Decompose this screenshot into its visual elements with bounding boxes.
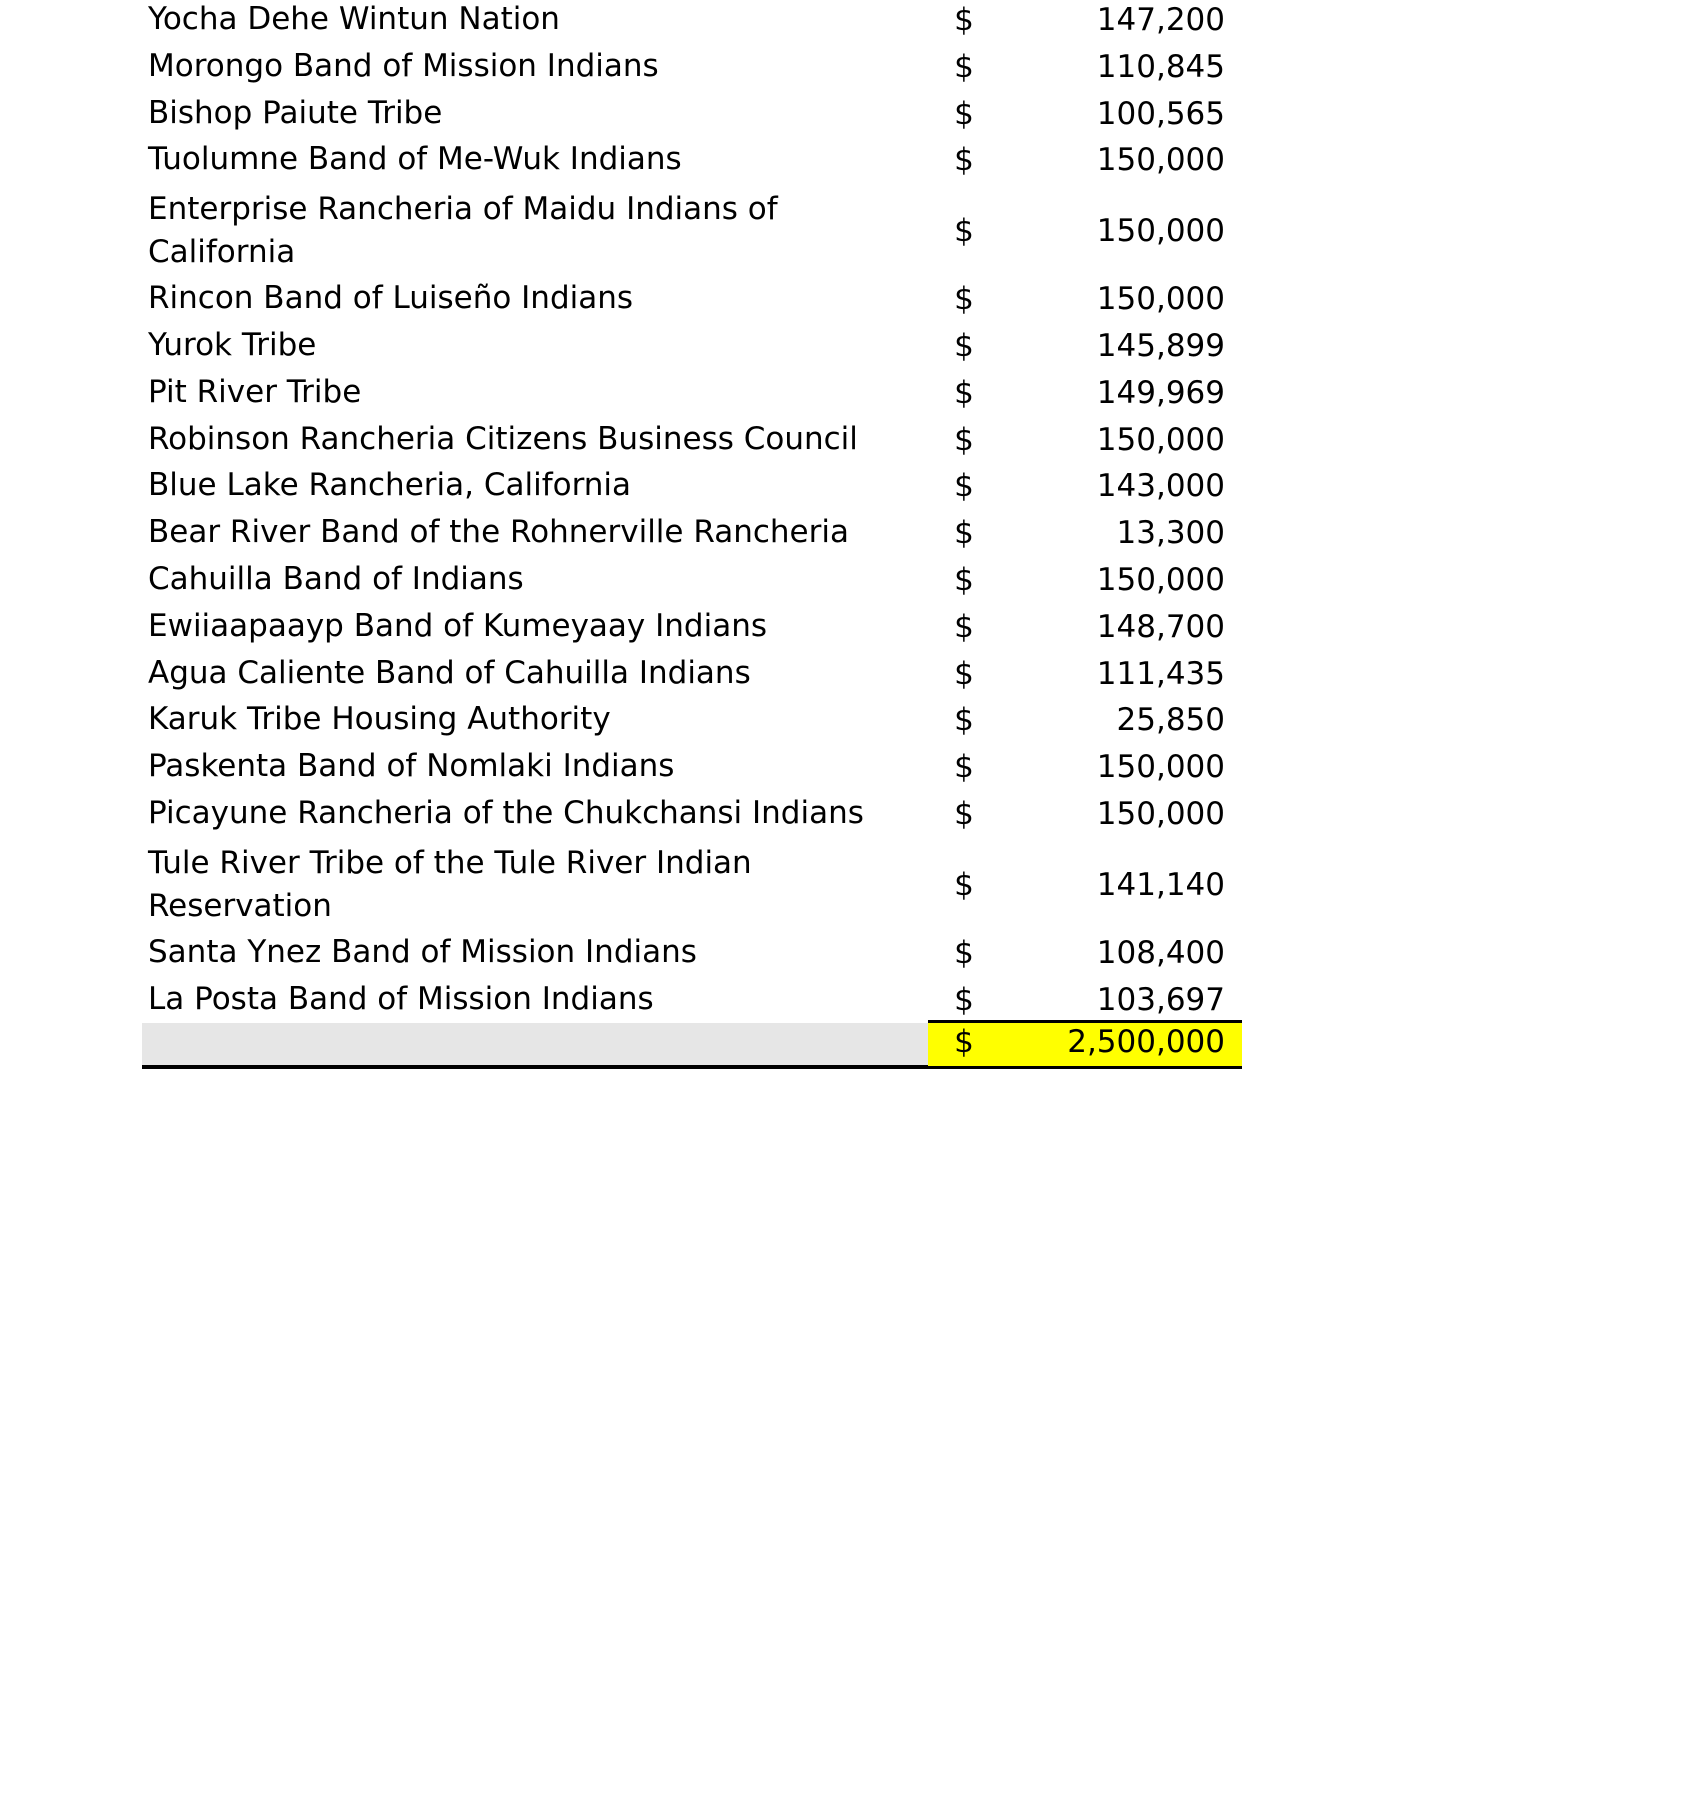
amount: 111,435 — [1096, 655, 1225, 692]
amount: 110,845 — [1096, 48, 1225, 85]
tribe-name: Robinson Rancheria Citizens Business Council — [148, 420, 858, 457]
tribe-name: Tuolumne Band of Me-Wuk Indians — [148, 141, 682, 178]
table-row — [142, 0, 1242, 44]
currency-symbol: $ — [954, 142, 974, 179]
amount: 149,969 — [1096, 374, 1225, 411]
amount: 150,000 — [1096, 561, 1225, 598]
table-row — [142, 604, 1242, 651]
currency-symbol: $ — [954, 515, 974, 552]
amount: 103,697 — [1096, 981, 1225, 1018]
tribe-name: Rincon Band of Luiseño Indians — [148, 280, 634, 317]
currency-symbol: $ — [954, 655, 974, 692]
table-row — [142, 744, 1242, 791]
currency-symbol: $ — [954, 213, 974, 250]
tribe-name: Picayune Rancheria of the Chukchansi Indians — [148, 794, 864, 831]
tribe-name: Paskenta Band of Nomlaki Indians — [148, 748, 675, 785]
amount: 108,400 — [1096, 934, 1225, 971]
tribe-name: Pit River Tribe — [148, 373, 362, 410]
tribe-name: La Posta Band of Mission Indians — [148, 980, 654, 1017]
amount: 13,300 — [1116, 515, 1225, 552]
tribe-name: Yurok Tribe — [148, 326, 317, 363]
tribe-name: Santa Ynez Band of Mission Indians — [148, 933, 697, 970]
total-row — [142, 1023, 1242, 1069]
tribe-name: Bear River Band of the Rohnerville Rancheria — [148, 514, 849, 551]
table-row — [142, 930, 1242, 977]
currency-symbol: $ — [954, 608, 974, 645]
tribe-name: Yocha Dehe Wintun Nation — [148, 1, 560, 37]
table-row — [142, 91, 1242, 138]
tribe-name: Blue Lake Rancheria, California — [148, 467, 632, 504]
tribe-name: Ewiiaapaayp Band of Kumeyaay Indians — [148, 607, 768, 644]
table-row — [142, 44, 1242, 91]
amount: 141,140 — [1096, 866, 1225, 903]
amount: 148,700 — [1096, 608, 1225, 645]
tribe-name: Morongo Band of Mission Indians — [148, 47, 659, 84]
amount: 100,565 — [1096, 95, 1225, 132]
currency-symbol: $ — [954, 95, 974, 132]
table-row — [142, 697, 1242, 744]
tribe-name: Bishop Paiute Tribe — [148, 94, 443, 131]
currency-symbol: $ — [954, 702, 974, 739]
tribe-name: Tule River Tribe of the Tule River Indian Reservation — [148, 844, 752, 924]
amount: 150,000 — [1096, 142, 1225, 179]
table-row — [142, 184, 1242, 276]
table-row — [142, 276, 1242, 323]
tribe-name: Agua Caliente Band of Cahuilla Indians — [148, 654, 751, 691]
amount: 150,000 — [1096, 795, 1225, 832]
table-row — [142, 370, 1242, 417]
currency-symbol: $ — [954, 934, 974, 971]
tribe-name: Enterprise Rancheria of Maidu Indians of California — [148, 191, 778, 271]
table-row — [142, 510, 1242, 557]
currency-symbol: $ — [954, 374, 974, 411]
amount: 145,899 — [1096, 327, 1225, 364]
table-row — [142, 323, 1242, 370]
currency-symbol: $ — [954, 866, 974, 903]
allocation-table — [142, 0, 1242, 1069]
table-row — [142, 557, 1242, 604]
currency-symbol: $ — [954, 281, 974, 318]
amount: 143,000 — [1096, 468, 1225, 505]
table-row — [142, 791, 1242, 838]
table-row — [142, 463, 1242, 510]
amount: 150,000 — [1096, 749, 1225, 786]
total-amount: 2,500,000 — [1067, 1024, 1225, 1061]
amount: 150,000 — [1096, 281, 1225, 318]
amount: 150,000 — [1096, 421, 1225, 458]
tribe-name: Karuk Tribe Housing Authority — [148, 701, 611, 738]
currency-symbol: $ — [954, 48, 974, 85]
table-row — [142, 651, 1242, 698]
amount: 25,850 — [1116, 702, 1225, 739]
table-row — [142, 977, 1242, 1024]
tribe-name: Cahuilla Band of Indians — [148, 560, 524, 597]
currency-symbol: $ — [954, 795, 974, 832]
amount: 150,000 — [1096, 213, 1225, 250]
currency-symbol: $ — [954, 749, 974, 786]
currency-symbol: $ — [954, 981, 974, 1018]
table-row — [142, 838, 1242, 930]
table-row — [142, 417, 1242, 464]
amount: 147,200 — [1096, 2, 1225, 38]
total-currency-symbol: $ — [954, 1024, 974, 1061]
currency-symbol: $ — [954, 327, 974, 364]
currency-symbol: $ — [954, 468, 974, 505]
currency-symbol: $ — [954, 2, 974, 38]
currency-symbol: $ — [954, 561, 974, 598]
table-row — [142, 137, 1242, 184]
currency-symbol: $ — [954, 421, 974, 458]
